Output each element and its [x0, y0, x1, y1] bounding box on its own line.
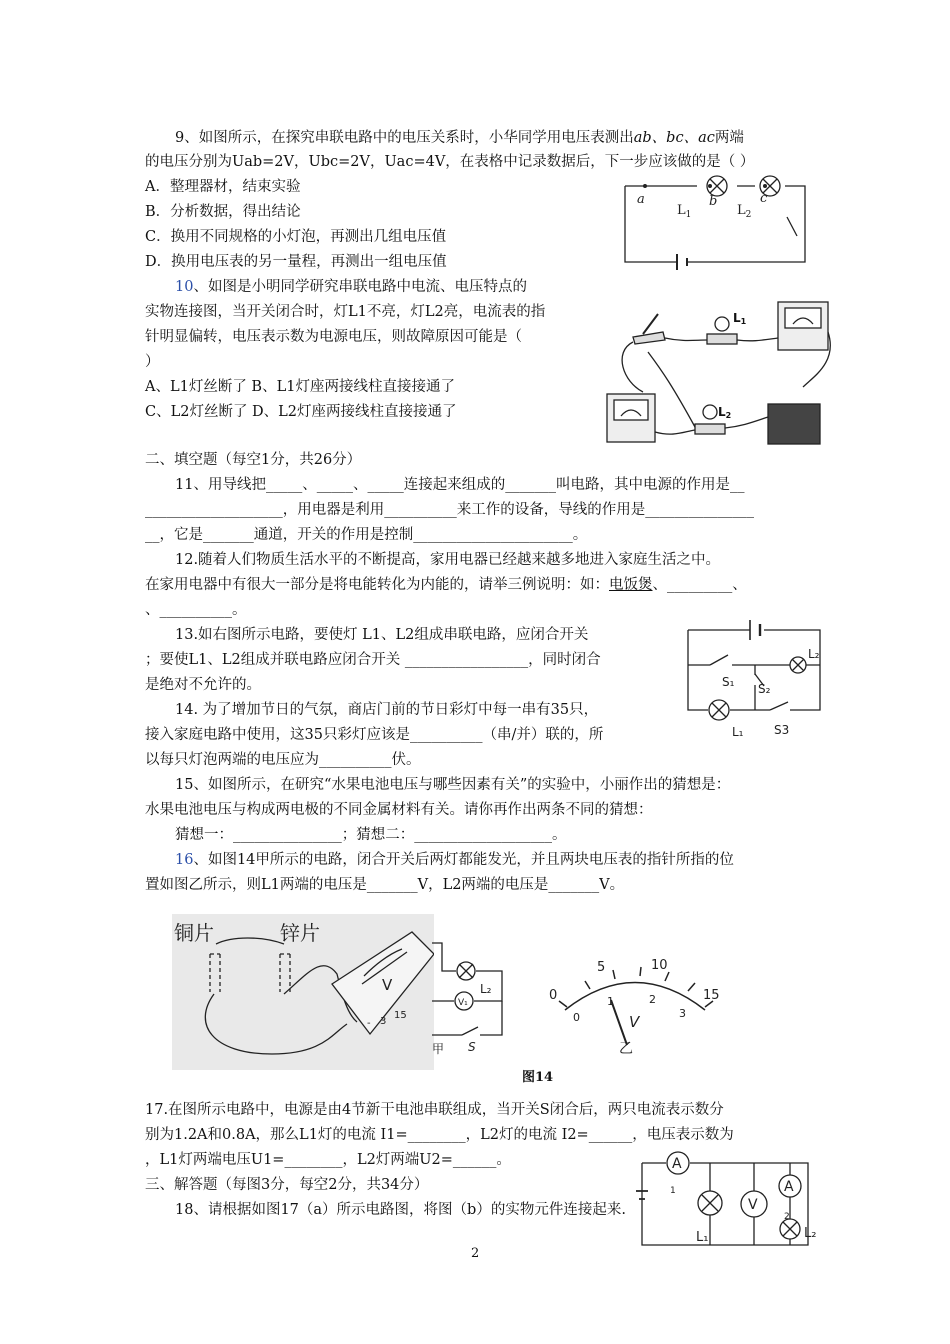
q11-line2: ___________________，用电器是利用__________来工作的设备，导线的作用是_______________: [145, 502, 754, 518]
lamp-L1-label: L1: [733, 311, 747, 326]
label-c: c: [760, 191, 768, 206]
fig14-L2: L₂: [480, 982, 492, 996]
q9-option-d: D．换用电压表的另一量程，再测出一组电压值: [145, 254, 447, 270]
q10-physical-circuit-figure: [603, 292, 833, 452]
q14-line3: 以每只灯泡两端的电压应为__________伏。: [145, 752, 421, 768]
zinc-label: 锌片: [280, 921, 320, 945]
q11-line3: __，它是_______通道，开关的作用是控制______________________。: [145, 527, 588, 543]
label-b: b: [709, 194, 718, 209]
q17-line3: ，L1灯两端电压U1=________，L2灯两端U2=______。: [145, 1152, 511, 1168]
q12-line1: 12.随着人们物质生活水平的不断提高，家用电器已经越来越多地进入家庭生活之中。: [175, 552, 721, 568]
terminal-15: 15: [394, 1010, 407, 1021]
ammeter-2-label: A: [784, 1179, 794, 1195]
q13-line2: ；要使L1、L2组成并联电路应闭合开关 _________________，同时闭合: [145, 652, 601, 668]
section-3-heading: 三、解答题（每图3分，每空2分，共34分）: [145, 1177, 429, 1193]
q10-line4: ）: [145, 354, 160, 370]
fruit-battery-figure: [172, 914, 434, 1070]
ammeter-1-label: A: [672, 1156, 682, 1172]
fig14-yi: 乙: [619, 1041, 633, 1055]
terminal-3: 3: [380, 1016, 387, 1027]
fig13-S3: S3: [774, 723, 790, 737]
q15-line3: 猜想一：_______________；猜想二：___________________。: [175, 827, 567, 843]
q12-line2: 在家用电器中有很大一部分是将电能转化为内能的，请举三例说明：如：电饭煲、_________、: [145, 577, 747, 593]
page-number: 2: [471, 1246, 480, 1261]
fig14-jia-circuit: [432, 935, 512, 1055]
q9-circuit-figure: [615, 172, 820, 272]
minus-terminal: -: [367, 1018, 371, 1029]
fig13-L1: L₁: [732, 725, 744, 739]
q13-circuit-figure: [680, 610, 830, 745]
q14-line1: 14. 为了增加节日的气氛，商店门前的节日彩灯中每一串有35只，: [175, 702, 599, 718]
q15-line1: 15、如图所示，在研究“水果电池电压与哪些因素有关”的实验中，小丽作出的猜想是：: [175, 777, 731, 793]
fig17-L2: L₂: [804, 1226, 817, 1241]
tick-15: 15: [703, 988, 720, 1003]
q18-text: 18、请根据如图17（a）所示电路图，将图（b）的实物元件连接起来.: [175, 1202, 626, 1218]
label-L2: $L_2$: [737, 203, 752, 220]
q9-line1: 9、如图所示，在探究串联电路中的电压关系时，小华同学用电压表测出ab、bc、ac两端: [175, 130, 744, 146]
voltmeter-label: V: [748, 1197, 758, 1213]
tick-10: 10: [651, 958, 668, 973]
tick-5: 5: [597, 960, 606, 975]
q10-options-cd: C、L2灯丝断了 D、L2灯座两接线柱直接接通了: [145, 404, 457, 420]
label-L1: $L_1$: [677, 203, 692, 220]
q11-line1: 11、用导线把_____、_____、_____连接起来组成的_______叫电路，其中电源的作用是__: [175, 477, 745, 493]
inner-tick-2: 2: [649, 993, 656, 1006]
q9-line2: 的电压分别为Uab=2V，Ubc=2V，Uac=4V，在表格中记录数据后，下一步应该做的是（ ）: [145, 154, 755, 170]
q13-line3: 是绝对不允许的。: [145, 677, 261, 693]
fig17-n1: 1: [670, 1186, 676, 1196]
lamp-L2-label: L2: [718, 405, 732, 420]
fig13-S2: S₂: [758, 682, 771, 696]
inner-tick-0: 0: [573, 1011, 580, 1024]
tick-0: 0: [549, 988, 558, 1003]
copper-label: 铜片: [174, 921, 214, 945]
fig14-V1: V₁: [458, 998, 468, 1008]
q10-line2: 实物连接图，当开关闭合时，灯L1不亮，灯L2亮，电流表的指: [145, 304, 546, 320]
fig14-jia: 甲: [432, 1042, 445, 1055]
q13-line1: 13.如右图所示电路，要使灯 L1、L2组成串联电路，应闭合开关: [175, 627, 589, 643]
q17-circuit-figure: [628, 1145, 828, 1257]
label-a: a: [637, 192, 645, 207]
q17-line1: 17.在图所示电路中，电源是由4节新干电池串联组成，当开关S闭合后，两只电流表示数分: [145, 1102, 724, 1118]
section-2-heading: 二、填空题（每空1分，共26分）: [145, 452, 362, 468]
q10-line3: 针明显偏转，电压表示数为电源电压，则故障原因可能是（: [145, 329, 522, 345]
q14-line2: 接入家庭电路中使用，这35只彩灯应该是__________（串/并）联的，所: [145, 727, 604, 743]
inner-tick-1: 1: [607, 995, 614, 1008]
q10-line1: 10、如图是小明同学研究串联电路中电流、电压特点的: [175, 279, 527, 295]
fig14-caption: 图14: [522, 1070, 554, 1085]
fig14-yi-meter: [545, 955, 725, 1055]
q9-option-b: B．分析数据，得出结论: [145, 204, 301, 220]
inner-tick-3: 3: [679, 1007, 686, 1020]
q9-option-a: A．整理器材，结束实验: [145, 179, 301, 195]
meter-v-label: V: [382, 976, 393, 994]
fig13-L2: L₂: [808, 647, 820, 661]
q17-line2: 别为1.2A和0.8A，那么L1灯的电流 I1=________，L2灯的电流 I2=______，电压表示数为: [145, 1127, 734, 1143]
fig13-S1: S₁: [722, 675, 735, 689]
fig14-S: S: [468, 1040, 476, 1054]
fig17-L1: L₁: [696, 1230, 709, 1245]
q16-line1: 16、如图14甲所示的电路，闭合开关后两灯都能发光，并且两块电压表的指针所指的位: [175, 852, 734, 868]
q10-options-ab: A、L1灯丝断了 B、L1灯座两接线柱直接接通了: [145, 379, 455, 395]
q15-line2: 水果电池电压与构成两电极的不同金属材料有关。请你再作出两条不同的猜想：: [145, 802, 653, 818]
q16-line2: 置如图乙所示，则L1两端的电压是_______V，L2两端的电压是_______V。: [145, 877, 625, 893]
q12-line3: 、__________。: [145, 602, 247, 618]
fig17-n2: 2: [784, 1212, 790, 1222]
q9-option-c: C．换用不同规格的小灯泡，再测出几组电压值: [145, 229, 447, 245]
meter-unit: V: [629, 1013, 640, 1031]
